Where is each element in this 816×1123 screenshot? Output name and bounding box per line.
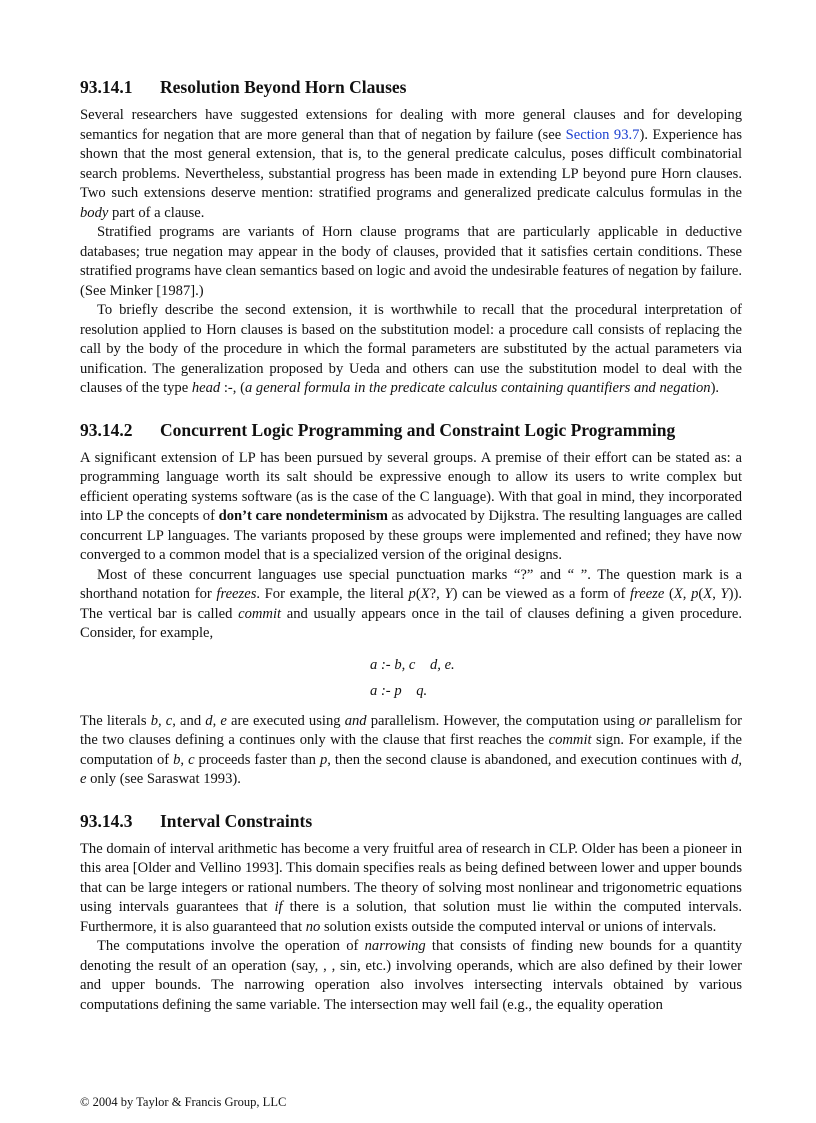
- section-93-14-1: [80, 76, 742, 399]
- text-run: that consists of finding new bounds for a quantity denoting the result of an operation (say, , , sin, etc.) involving operands, which are also defined by their lower and upper bounds. The narrowing operation also involves intersecting intervals obtained by various computations defining the same variable. The intersection may well fail (e.g., the equality operation: [80, 938, 742, 1013]
- section-93-14-3: [80, 810, 742, 1016]
- paragraph: [80, 223, 742, 301]
- text-run: Most of these concurrent languages use special punctuation marks “?” and “ ”. The question mark is a shorthand notation for: [80, 566, 742, 602]
- text-run: The literals: [80, 712, 151, 729]
- text-run: ). Experience has shown that the most general extension, that is, to the general predicate calculus, poses difficult combinatorial search problems. Nevertheless, substantial progress has been made in extending LP beyond pure Horn clauses. Two such extensions deserve mention: stratified programs and generalized predicate calculus formulas in the: [80, 126, 743, 201]
- section-title: Resolution Beyond Horn Clauses: [160, 77, 407, 97]
- text-run: and: [344, 712, 367, 729]
- text-run: body: [80, 204, 109, 221]
- text-run: no: [305, 918, 321, 935]
- text-run: commit: [238, 605, 282, 622]
- text-run: ) can be viewed as a form of: [452, 586, 631, 602]
- text-run: parallelism for the two clauses defining a continues only with the clause that first reaches the: [80, 712, 743, 748]
- text-run: commit: [548, 732, 592, 748]
- paragraph: [80, 712, 742, 790]
- text-run: ,: [682, 586, 692, 602]
- text-run: c: [165, 712, 173, 729]
- text-run: freezes: [216, 586, 257, 602]
- text-run: narrowing: [364, 938, 426, 954]
- copyright-footer: © 2004 by Taylor & Francis Group, LLC: [80, 1095, 287, 1109]
- section-link[interactable]: Section 93.7: [565, 126, 640, 143]
- text-run: d: [731, 751, 739, 768]
- text-run: Y: [444, 586, 453, 602]
- text-run: Several researchers have suggested extensions for dealing with more general clauses and for developing semantics for negation that are more general than that of negation by failure (see: [80, 107, 742, 143]
- text-run: there is a solution, that solution must lie within the computed intervals. Furthermore, it is also guaranteed that: [80, 899, 743, 935]
- text-run: a general formula in the predicate calculus containing quantifiers and negation: [244, 380, 711, 396]
- text-run: as advocated by Dijkstra. The resulting languages are called concurrent LP languages. The variants proposed by these groups were implemented and refined; they have now converged to a common model that is a specialized version of the original designs.: [80, 508, 743, 563]
- text-run: parallelism. However, the computation using: [366, 712, 639, 729]
- text-run: The domain of interval arithmetic has become a very fruitful area of research in CLP. Older has been a pioneer in this area [Older and Vellino 1993]. This domain specifies reals as being defined between lower and upper bounds that can be large integers or rational numbers. The theory of solving most nonlinear and trigonometric equations using intervals guarantees that: [80, 840, 742, 915]
- text-run: (: [415, 586, 421, 602]
- text-run: if: [274, 899, 283, 915]
- paragraph: [80, 937, 742, 1015]
- text-run: proceeds faster than: [194, 751, 320, 768]
- text-run: ,: [738, 751, 743, 768]
- text-run: p: [319, 751, 328, 768]
- text-run: (: [698, 586, 704, 602]
- text-run: ,: [212, 712, 221, 729]
- text-run: To briefly describe the second extension, it is worthwhile to recall that the procedural interpretation of resolution applied to Horn clauses is based on the substitution model: a procedure call consists of replacing the call by the body of the procedure in which the formal parameters are substituted by the actual parameters via unification. The generalization proposed by Ueda and others can use the substitution model to deal with the clauses of the type: [80, 302, 742, 396]
- text-run: and usually appears once in the tail of clauses defining a given procedure. Consider, for example,: [80, 605, 742, 641]
- text-run: d: [205, 712, 213, 729]
- paragraph: [80, 566, 742, 644]
- text-run: , then the second clause is abandoned, and execution continues with: [327, 751, 732, 768]
- section-number: 93.14.1: [80, 77, 133, 97]
- section-heading: [80, 76, 742, 98]
- section-number: 93.14.3: [80, 810, 133, 831]
- section-title: Interval Constraints: [160, 810, 313, 831]
- paragraph: [80, 301, 742, 399]
- text-run: (: [664, 586, 674, 602]
- section-heading: [80, 810, 742, 832]
- text-run: p: [408, 586, 416, 602]
- text-run: ,: [712, 586, 721, 602]
- text-run: A significant extension of LP has been pursued by several groups. A premise of their effort can be stated as: a programming language worth its salt should be expressive enough to allow its users to write complex but efficient operating systems software (as is the case of the C language). With that goal in mind, they incorporated into LP the concepts of: [80, 449, 742, 524]
- text-run: . For example, the literal: [256, 586, 409, 602]
- page-content: [80, 76, 742, 1035]
- text-run: :-, (: [220, 380, 245, 396]
- text-run: e: [220, 712, 227, 729]
- text-run: e: [80, 771, 87, 787]
- text-run: The computations involve the operation of: [97, 938, 365, 954]
- equation-block: [80, 652, 742, 704]
- text-run: don’t care nondeterminism: [218, 508, 388, 524]
- paragraph: [80, 106, 742, 223]
- paragraph: [80, 840, 742, 938]
- text-run: ).: [710, 380, 720, 396]
- text-run: part of a clause.: [108, 204, 205, 221]
- text-run: Y: [720, 586, 729, 602]
- text-run: b: [173, 751, 181, 768]
- section-number: 93.14.2: [80, 419, 133, 440]
- text-run: ,: [180, 751, 189, 768]
- text-run: ,: [157, 712, 166, 729]
- section-93-14-2: [80, 419, 742, 790]
- text-run: are executed using: [226, 712, 345, 729]
- text-run: only (see Saraswat 1993).: [86, 771, 241, 787]
- text-run: X: [420, 586, 430, 602]
- text-run: ?,: [429, 586, 445, 602]
- text-run: )). The vertical bar is called: [80, 586, 743, 622]
- text-run: , and: [172, 712, 206, 729]
- text-run: X: [673, 586, 683, 602]
- text-run: X: [703, 586, 713, 602]
- equation-line: a :- p q.: [370, 682, 428, 699]
- text-run: sign. For example, if the computation of: [80, 732, 742, 768]
- text-run: Stratified programs are variants of Horn clause programs that are particularly applicable in deductive databases; true negation may appear in the body of clauses, provided that it satisfies certain conditions. These stratified programs have clean semantics based on logic and avoid the undesirable features of negation by failure. (See Minker [1987].): [80, 224, 742, 299]
- paragraph: [80, 449, 742, 566]
- text-run: p: [691, 586, 699, 602]
- text-run: b: [150, 712, 158, 729]
- text-run: head: [191, 380, 221, 396]
- equation-line: a :- b, c d, e.: [370, 656, 455, 673]
- section-title: Concurrent Logic Programming and Constraint Logic Programming: [160, 419, 676, 440]
- text-run: or: [638, 712, 652, 729]
- text-run: freeze: [630, 586, 665, 602]
- text-run: c: [188, 751, 195, 768]
- section-heading: [80, 419, 742, 441]
- text-run: solution exists outside the computed interval or unions of intervals.: [320, 918, 717, 935]
